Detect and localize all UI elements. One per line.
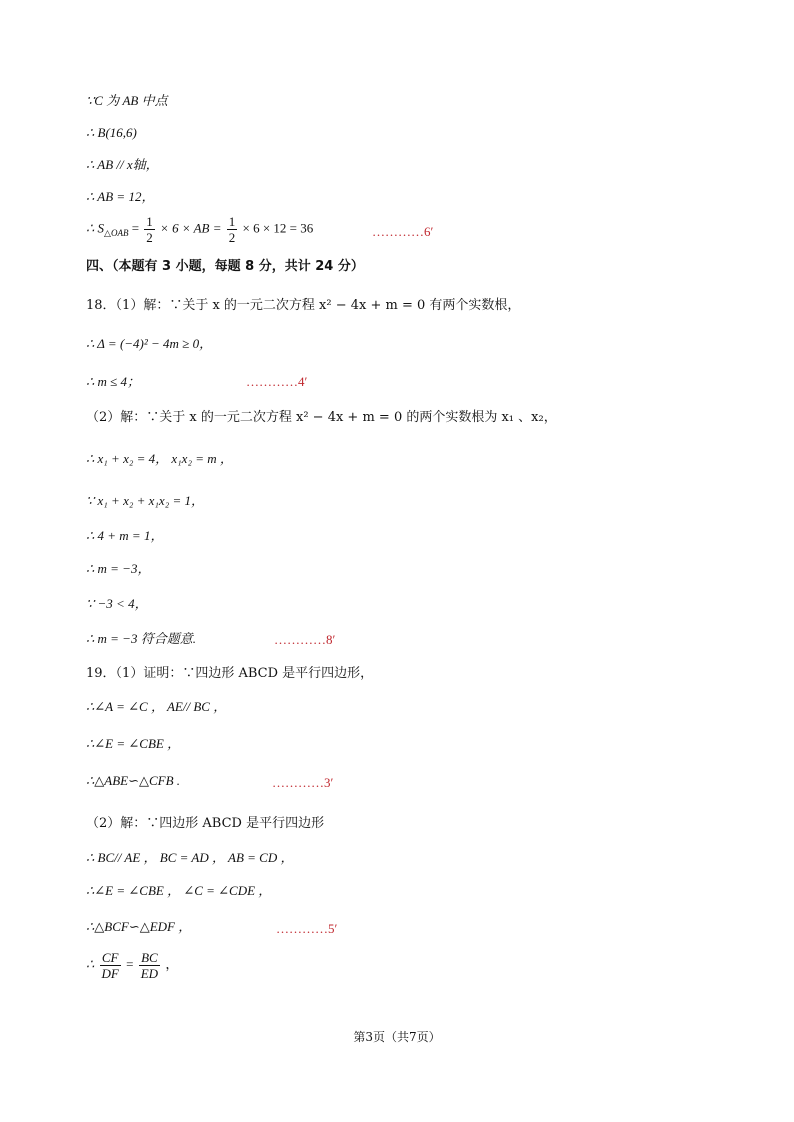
q19-part1-intro: 19．（1）证明：∵四边形 ABCD 是平行四边形， <box>86 666 374 681</box>
page-footer: 第3页（共7页） <box>353 1030 441 1044</box>
q19-similar-1: ∴△ABE∽△CFB . <box>86 773 181 788</box>
score-mark-4: …………4′ <box>246 374 308 389</box>
score-mark-6: …………6′ <box>372 224 434 239</box>
q18-m-range: ∴ m ≤ 4； <box>86 374 141 389</box>
fraction-half-1: $\frac{1}{2}$ <box>146 214 153 245</box>
q19-part2-intro: （2）解：∵四边形 ABCD 是平行四边形 <box>86 816 325 831</box>
q19-angle-e: ∴∠E = ∠CBE ， <box>86 736 181 751</box>
q18-check: ∵ −3 < 4， <box>86 596 148 611</box>
q18-part2-intro: （2）解：∵关于 x 的一元二次方程 x² − 4x + m = 0 的两个实数根为 x₁ 、x₂， <box>86 410 557 425</box>
fraction-cf-df: $\frac{CF}{DF}$ <box>101 950 119 981</box>
q18-discriminant: ∴ Δ = (−4)² − 4m ≥ 0， <box>86 336 213 351</box>
q19-angles: ∴∠A = ∠C ， AE// BC ， <box>86 699 227 714</box>
line-area: ∴ $S_{\triangle OAB}$ = $\frac{1}{2}$ × 6 × AB = $\frac{1}{2}$ × 6 × 12 = 36 <box>86 214 314 245</box>
fraction-bc-ed: $\frac{BC}{ED}$ <box>140 950 159 981</box>
line-ab-parallel: ∴ AB // x轴， <box>86 157 159 172</box>
q19-parallel: ∴ BC// AE ， BC = AD ， AB = CD ， <box>86 850 294 865</box>
score-mark-8: …………8′ <box>274 632 336 647</box>
q19-ratio: ∴ $\frac{CF}{DF}$ = $\frac{BC}{ED}$ ， <box>86 950 179 981</box>
line-b-coord: ∴ B(16,6) <box>86 125 137 140</box>
q19-angles-2: ∴∠E = ∠CBE ， ∠C = ∠CDE ， <box>86 883 272 898</box>
q19-similar-2: ∴△BCF∽△EDF ， <box>86 919 192 934</box>
q18-part1-intro: 18．（1）解：∵关于 x 的一元二次方程 x² − 4x + m = 0 有两个实数根， <box>86 298 521 313</box>
score-mark-3: …………3′ <box>272 775 334 790</box>
q18-conclusion: ∴ m = −3 符合题意. <box>86 631 196 646</box>
line-c-midpoint: ∵C 为 AB 中点 <box>86 93 168 108</box>
section-four-heading: 四、（本题有 3 小题，每题 8 分，共计 24 分） <box>86 259 364 274</box>
line-ab-length: ∴ AB = 12， <box>86 189 155 204</box>
q18-given: ∵ x₁ + x₂ + x₁x₂ = 1， <box>86 493 204 508</box>
q18-substitute: ∴ 4 + m = 1， <box>86 528 164 543</box>
fraction-half-2: $\frac{1}{2}$ <box>228 214 236 245</box>
score-mark-5: …………5′ <box>276 921 338 936</box>
q18-m-value: ∴ m = −3， <box>86 561 151 576</box>
q18-vieta: ∴ x₁ + x₂ = 4， x₁x₂ = m ， <box>86 451 233 466</box>
